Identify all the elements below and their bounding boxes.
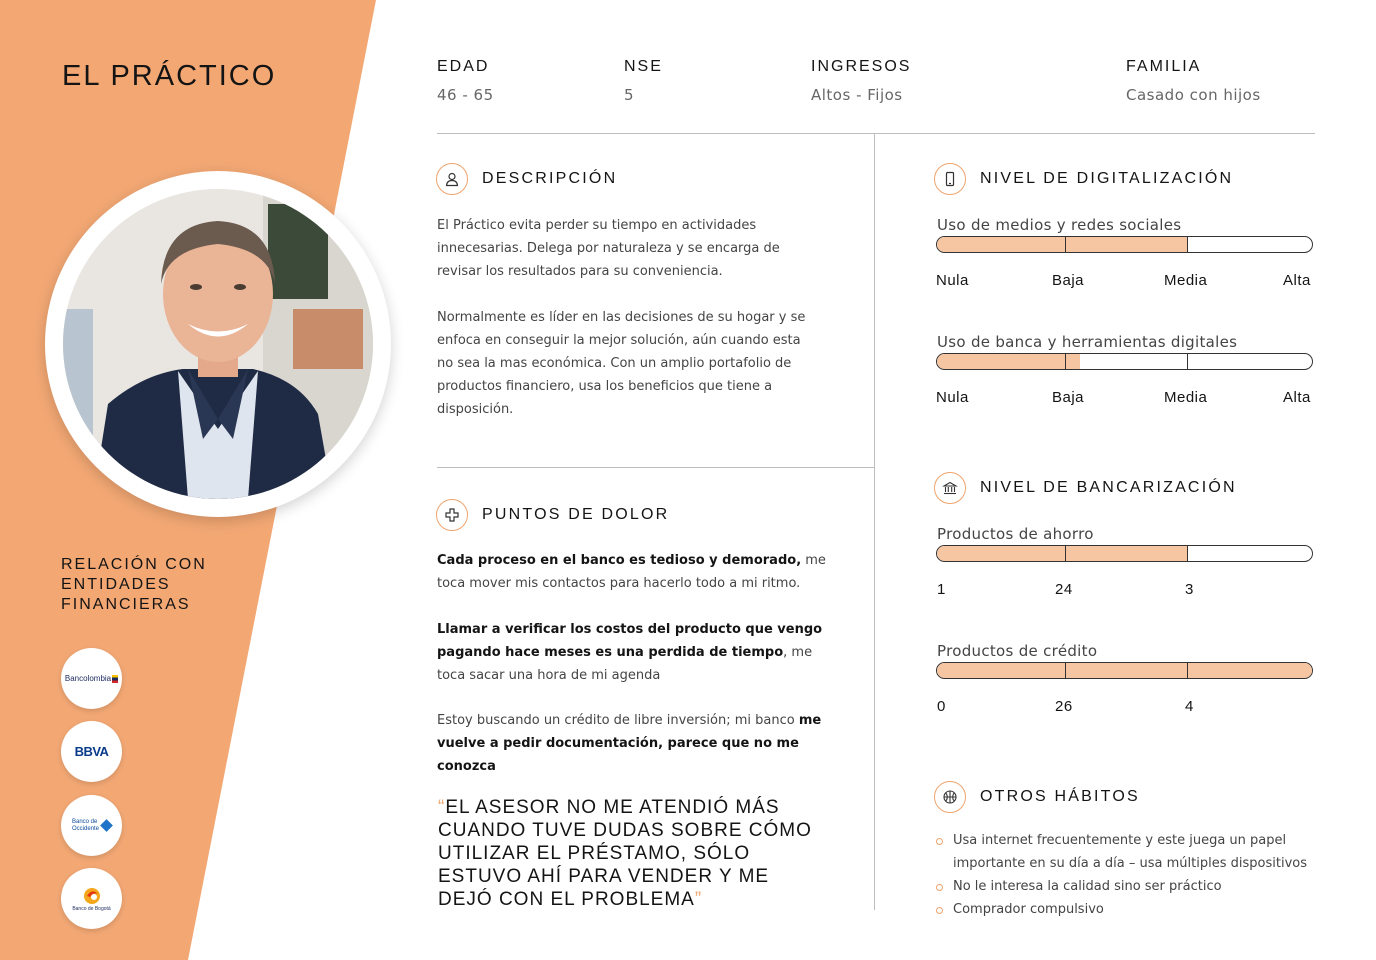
meter-tick	[1187, 662, 1188, 679]
stat-value: 46 - 65	[437, 86, 494, 104]
meter-fill	[937, 354, 1080, 369]
meter-tick-label: 3	[1185, 581, 1194, 598]
bank-name: Banco de Bogotá	[72, 905, 111, 912]
meter-tick	[1065, 353, 1066, 370]
meter-tick-label: 4	[1185, 698, 1194, 715]
bank-logo-bancolombia	[61, 648, 122, 709]
section-title: OTROS HÁBITOS	[980, 788, 1140, 805]
meter-fill	[937, 663, 1312, 678]
meter-tick-label: 1	[937, 581, 946, 598]
meter-tick-label: Nula	[936, 272, 969, 289]
pain-point-2: Llamar a verificar los costos del producto que vengo pagando hace meses es una perdida de tiempo, me toca sacar una hora de mi agenda	[437, 622, 823, 683]
meter-fill	[937, 237, 1187, 252]
bank-icon	[934, 472, 966, 504]
level-meter	[936, 545, 1313, 562]
meter-tick-label: Baja	[1052, 272, 1085, 289]
section-description-header	[436, 163, 617, 195]
quote-open-mark: “	[438, 797, 446, 818]
divider-middle	[437, 467, 874, 468]
habits-list	[936, 829, 1356, 921]
section-pain-header	[436, 499, 669, 531]
section-banking-header	[934, 472, 1237, 504]
divider-vertical	[874, 133, 875, 910]
bancolombia-flag-icon	[112, 675, 118, 683]
meter-tick-label: 0	[937, 698, 946, 715]
level-meter	[936, 353, 1313, 370]
stat-label: INGRESOS	[811, 58, 912, 75]
stat-value: 5	[624, 86, 635, 104]
bank-name: BBVA	[74, 744, 109, 759]
level-meter	[936, 236, 1313, 253]
basketball-icon	[934, 781, 966, 813]
bank-logo-bbva	[61, 721, 122, 782]
relation-title: RELACIÓN CON ENTIDADES FINANCIERAS	[61, 556, 207, 613]
quote-close-mark: ”	[694, 889, 703, 910]
pain-point-3: Estoy buscando un crédito de libre inversión; mi banco me vuelve a pedir documentación, parece que no me conozca	[437, 713, 822, 774]
phone-icon	[934, 163, 966, 195]
bank-name: Banco de Occidente	[71, 818, 99, 832]
meter-tick-label: Baja	[1052, 389, 1085, 406]
stat-nse	[624, 58, 663, 104]
description-paragraph-1: El Práctico evita perder su tiempo en actividades innecesarias. Delega por naturaleza y se encarga de revisar los resultados para su conveniencia.	[437, 218, 780, 279]
section-title: PUNTOS DE DOLOR	[482, 506, 670, 523]
divider-top	[437, 133, 1315, 134]
stat-label: FAMILIA	[1126, 58, 1202, 75]
plus-icon	[436, 499, 468, 531]
stat-label: NSE	[624, 58, 663, 75]
section-title: DESCRIPCIÓN	[482, 170, 618, 187]
meter-label: Uso de medios y redes sociales	[937, 216, 1182, 234]
quote-text: EL ASESOR NO ME ATENDIÓ MÁS CUANDO TUVE DUDAS SOBRE CÓMO UTILIZAR EL PRÉSTAMO, SÓLO ESTUVO AHÍ PARA VENDER Y ME DEJÓ CON EL PROBLEMA	[438, 797, 812, 910]
persona-name: EL PRÁCTICO	[62, 60, 277, 92]
meter-tick	[1065, 662, 1066, 679]
meter-label: Productos de crédito	[937, 642, 1098, 660]
meter-tick-label: Alta	[1283, 272, 1311, 289]
meter-tick	[1187, 353, 1188, 370]
bank-logo-occidente	[61, 795, 122, 856]
meter-tick-label: Alta	[1283, 389, 1311, 406]
bank-logo-bogota	[61, 868, 122, 929]
meter-tick-label: Nula	[936, 389, 969, 406]
testimonial-quote	[438, 796, 828, 911]
meter-tick	[1187, 545, 1188, 562]
section-title: NIVEL DE BANCARIZACIÓN	[980, 479, 1237, 496]
meter-tick-label: 24	[1055, 581, 1073, 598]
description-paragraph-2: Normalmente es líder en las decisiones de su hogar y se enfoca en conseguir la mejor solución, aún cuando esta no sea la mas económica. Con un amplio portafolio de productos financiero, usa los beneficios que tiene a disposición.	[437, 310, 806, 417]
list-item: No le interesa la calidad sino ser práctico	[936, 875, 1356, 898]
level-meter	[936, 662, 1313, 679]
meter-tick-label: Media	[1164, 272, 1208, 289]
meter-tick	[1065, 545, 1066, 562]
stat-value: Casado con hijos	[1126, 86, 1261, 104]
pain-point-1: Cada proceso en el banco es tedioso y demorado, me toca mover mis contactos para hacerlo todo a mi ritmo.	[437, 553, 826, 591]
meter-tick-label: 26	[1055, 698, 1073, 715]
list-item: Usa internet frecuentemente y este juega un papel importante en su día a día – usa múltiples dispositivos	[936, 829, 1356, 875]
section-title: NIVEL DE DIGITALIZACIÓN	[980, 170, 1234, 187]
persona-photo	[63, 189, 373, 499]
meter-tick-label: Media	[1164, 389, 1208, 406]
meter-tick	[1065, 236, 1066, 253]
user-icon	[436, 163, 468, 195]
meter-label: Uso de banca y herramientas digitales	[937, 333, 1238, 351]
sun-icon	[81, 886, 103, 906]
list-item: Comprador compulsivo	[936, 898, 1356, 921]
bank-name: Bancolombia	[64, 674, 112, 683]
stat-familia	[1126, 58, 1261, 104]
meter-fill	[937, 546, 1187, 561]
section-habits-header	[934, 781, 1140, 813]
stat-edad	[437, 58, 494, 104]
stat-value: Altos - Fijos	[811, 86, 903, 104]
meter-tick	[1187, 236, 1188, 253]
diamond-icon	[100, 819, 113, 832]
stat-ingresos	[811, 58, 911, 104]
section-digitalization-header	[934, 163, 1233, 195]
meter-label: Productos de ahorro	[937, 525, 1094, 543]
stat-label: EDAD	[437, 58, 490, 75]
